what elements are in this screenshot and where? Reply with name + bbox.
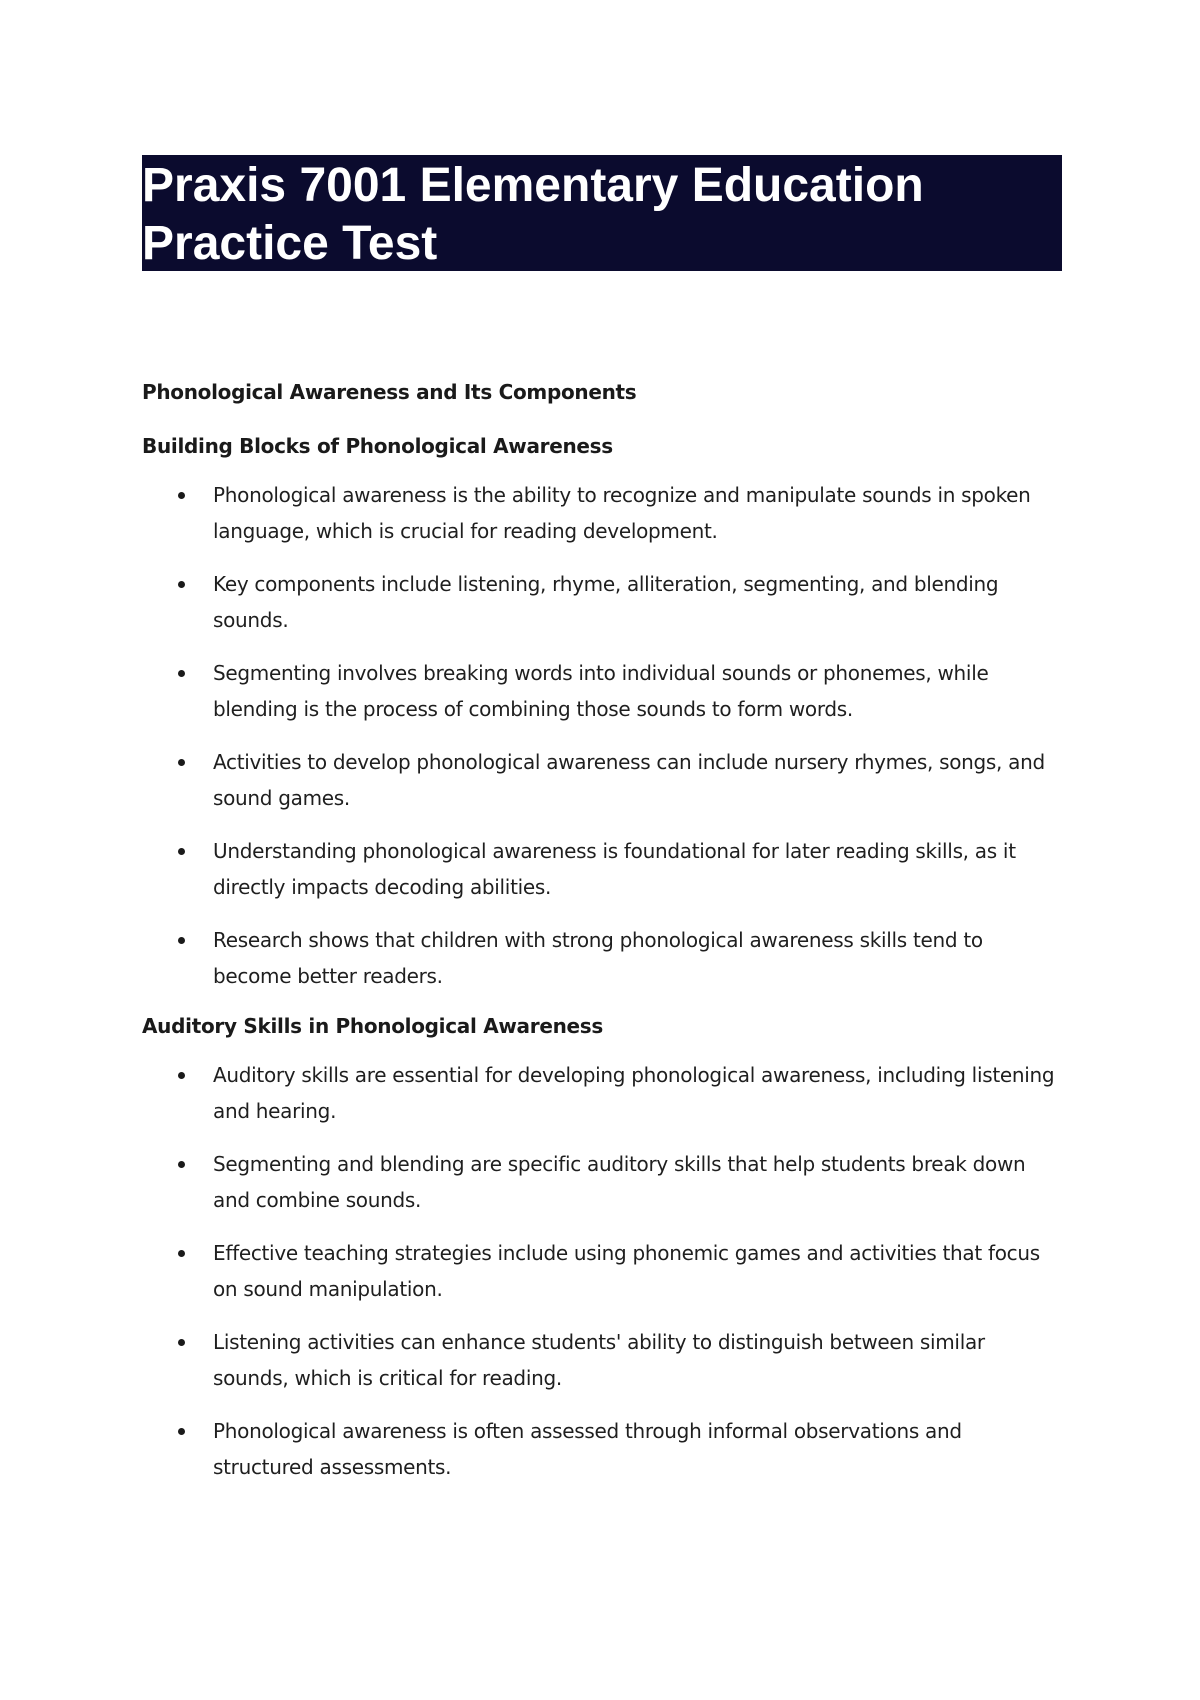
bullet-icon [178,581,185,588]
bullet-icon [178,759,185,766]
section-auditory-skills [142,1011,1062,1485]
list-item-text: Segmenting and blending are specific auditory skills that help students break down and combine sounds. [213,1152,1026,1212]
list-item-text: Phonological awareness is the ability to recognize and manipulate sounds in spoken language, which is crucial for reading development. [213,483,1031,543]
bullet-list [142,1057,1062,1485]
section-heading: Building Blocks of Phonological Awareness [142,434,613,458]
list-item [142,566,1062,638]
list-item [142,477,1062,549]
list-item [142,655,1062,727]
section-building-blocks [142,431,1062,994]
list-item [142,833,1062,905]
list-item [142,1324,1062,1396]
list-item-text: Segmenting involves breaking words into individual sounds or phonemes, while blending is the process of combining those sounds to form words. [213,661,989,721]
section-heading: Auditory Skills in Phonological Awareness [142,1014,603,1038]
list-item [142,1235,1062,1307]
bullet-icon [178,848,185,855]
list-item [142,1146,1062,1218]
list-item-text: Understanding phonological awareness is foundational for later reading skills, as it directly impacts decoding abilities. [213,839,1016,899]
bullet-icon [178,1072,185,1079]
bullet-icon [178,492,185,499]
title-line-1: Praxis 7001 Elementary Education [142,159,924,212]
bullet-list [142,477,1062,994]
main-heading: Phonological Awareness and Its Components [142,380,637,404]
list-item [142,922,1062,994]
list-item [142,1413,1062,1485]
bullet-icon [178,1428,185,1435]
list-item [142,744,1062,816]
list-item-text: Research shows that children with strong phonological awareness skills tend to become better readers. [213,928,983,988]
bullet-icon [178,670,185,677]
list-item-text: Auditory skills are essential for developing phonological awareness, including listening and hearing. [213,1063,1055,1123]
list-item-text: Listening activities can enhance students' ability to distinguish between similar sounds, which is critical for reading. [213,1330,985,1390]
list-item-text: Phonological awareness is often assessed through informal observations and structured assessments. [213,1419,962,1479]
document-body [142,377,1062,1485]
bullet-icon [178,1161,185,1168]
list-item-text: Activities to develop phonological awareness can include nursery rhymes, songs, and sound games. [213,750,1045,810]
list-item-text: Effective teaching strategies include using phonemic games and activities that focus on sound manipulation. [213,1241,1040,1301]
title-line-2: Practice Test [142,217,438,270]
document-title [142,155,1062,271]
list-item-text: Key components include listening, rhyme, alliteration, segmenting, and blending sounds. [213,572,999,632]
bullet-icon [178,1339,185,1346]
document-page [142,155,1062,1502]
bullet-icon [178,1250,185,1257]
bullet-icon [178,937,185,944]
list-item [142,1057,1062,1129]
